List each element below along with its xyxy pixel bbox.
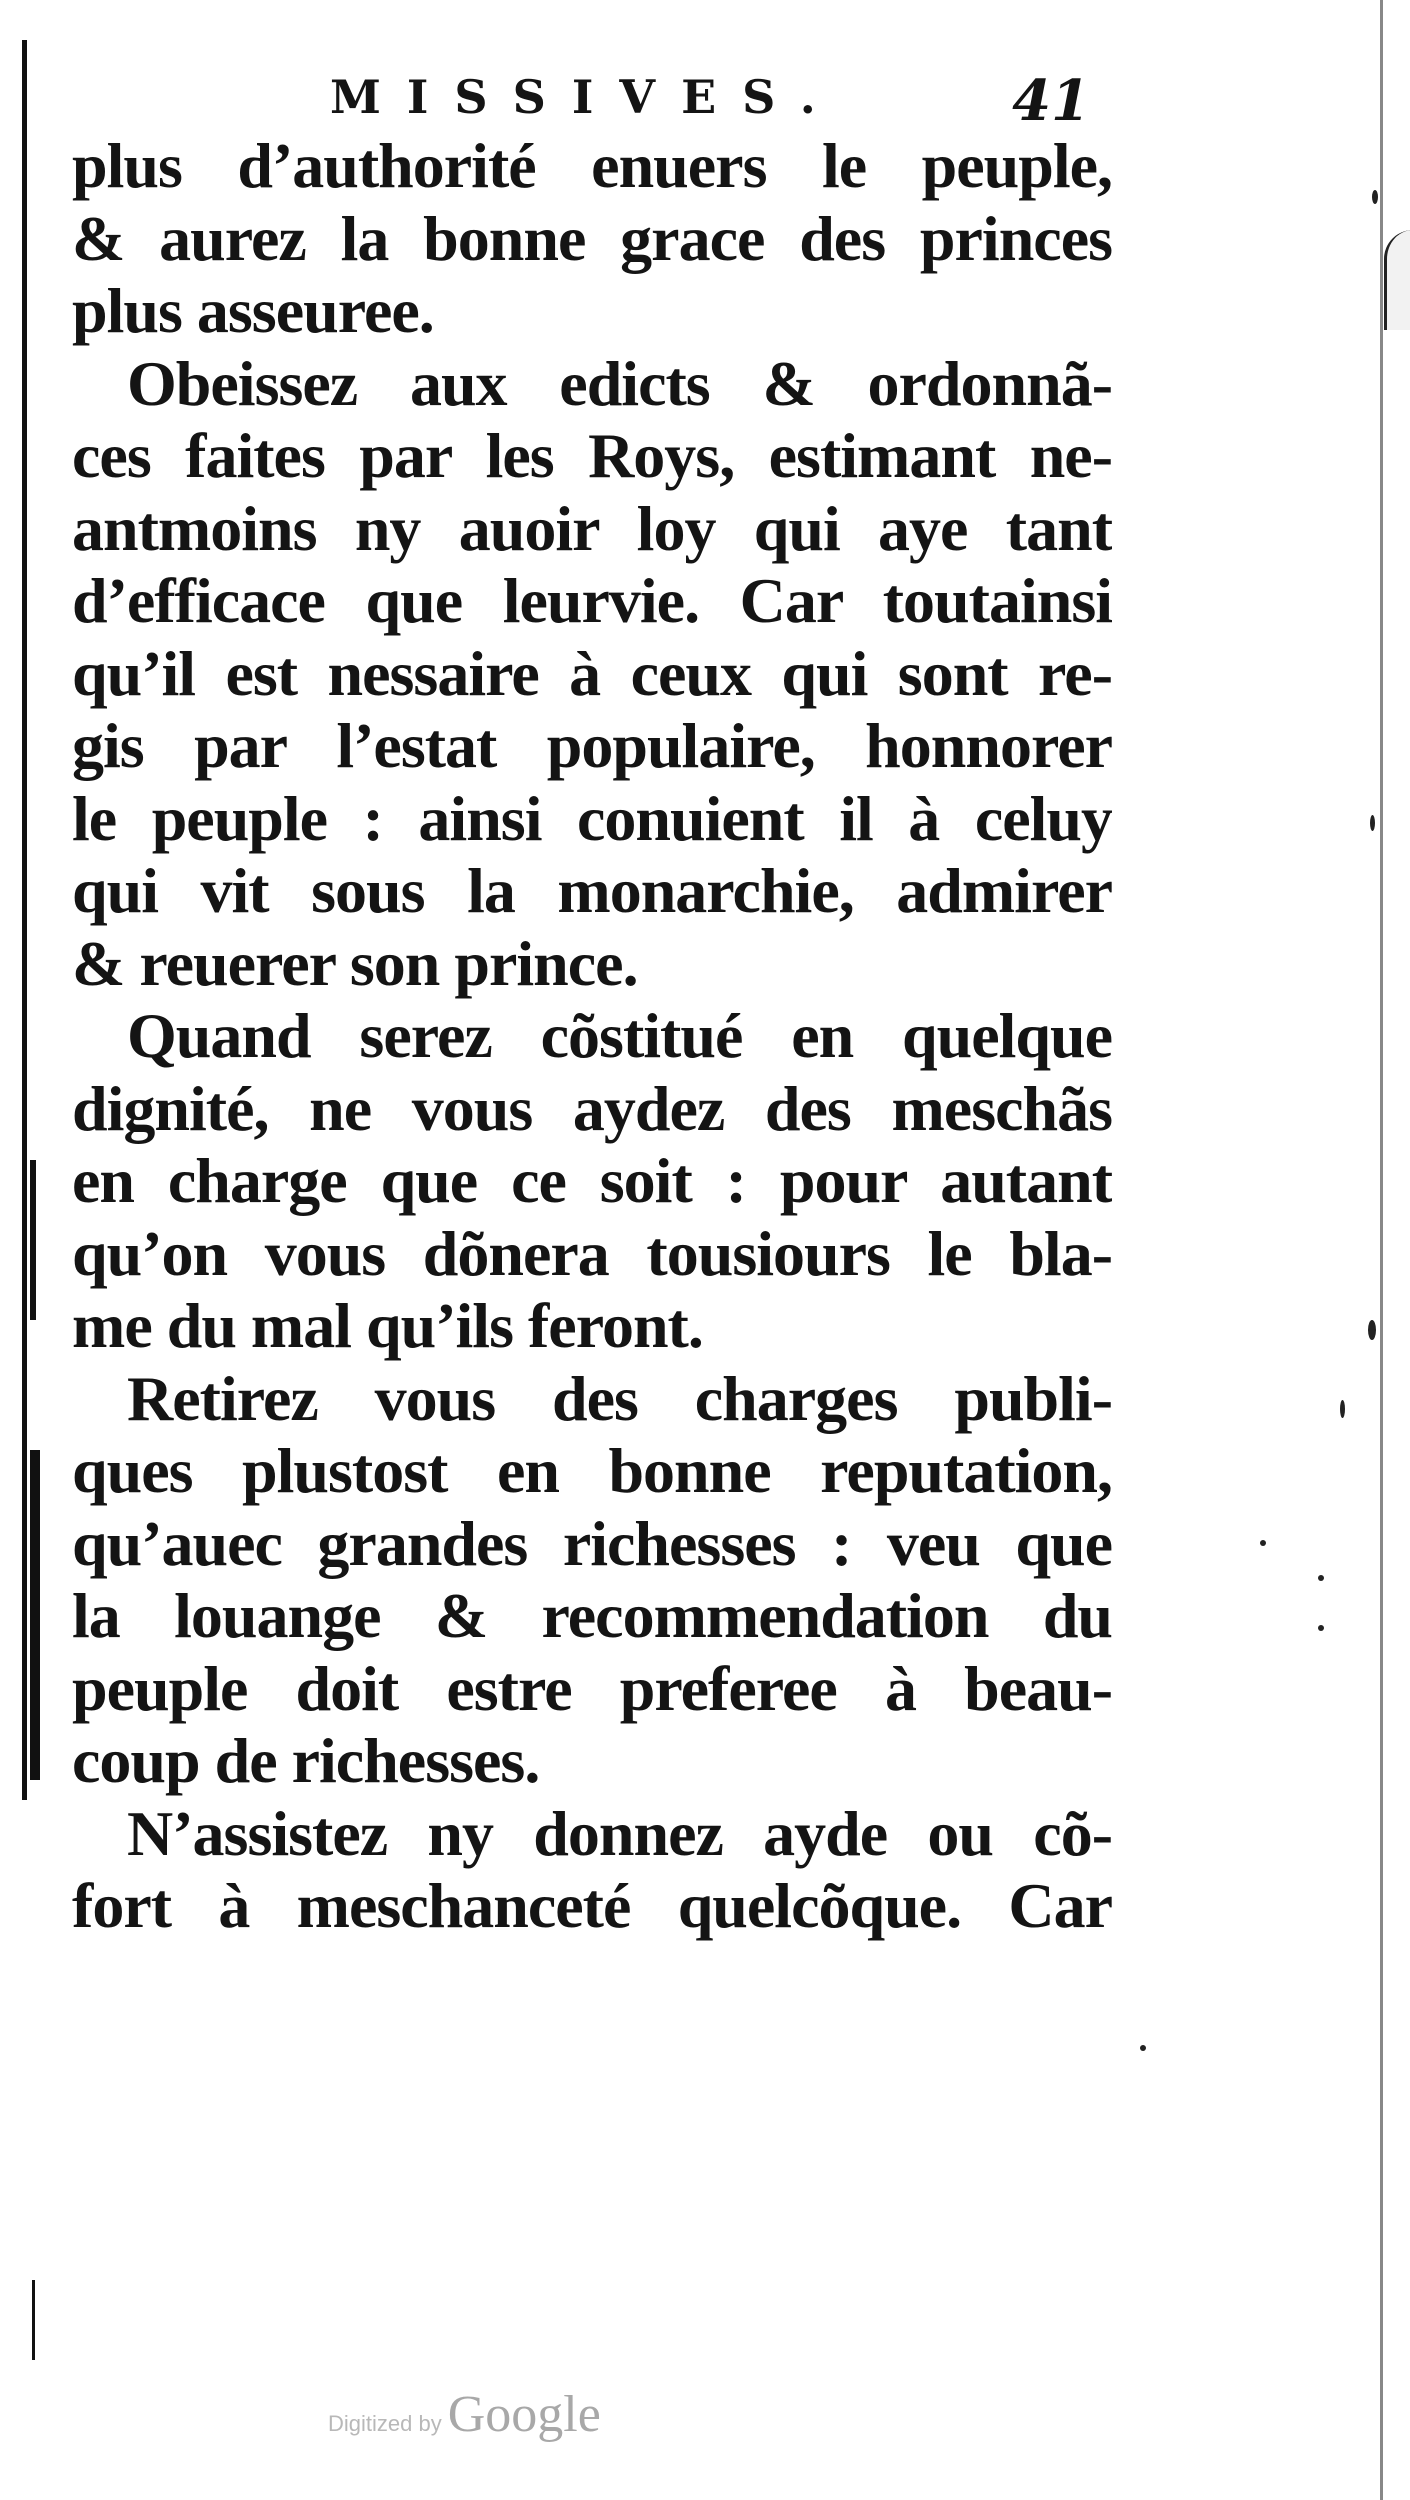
text-line: me du mal qu’ils feront.	[72, 1290, 703, 1361]
text-line: Obeissez aux edicts & ordonnã-	[127, 347, 1112, 419]
text-line: qu’il est nessaire à ceux qui sont re-	[72, 637, 1112, 709]
text-line: Quand serez cõstitué en quelque	[127, 1000, 1112, 1071]
scan-speck	[1340, 1400, 1345, 1418]
page-number: 41	[1012, 68, 1090, 134]
digitized-prefix: Digitized by	[328, 2411, 442, 2436]
text-line: Retirez vous des charges publi-	[127, 1362, 1112, 1434]
text-line: qu’on vous dõnera tousiours le bla-	[72, 1217, 1112, 1289]
text-line: fort à meschanceté quelcõque. Car	[72, 1870, 1112, 1941]
text-line: coup de richesses.	[72, 1725, 540, 1796]
scan-speck	[1372, 190, 1378, 204]
body-text	[72, 130, 1112, 1943]
text-line: en charge que ce soit : pour autant	[72, 1145, 1112, 1216]
text-line: qui vit sous la monarchie, admirer	[72, 855, 1112, 926]
text-line: N’assistez ny donnez ayde ou cõ-	[127, 1797, 1112, 1869]
scan-speck	[1260, 1540, 1266, 1546]
text-line: qu’auec grandes richesses : veu que	[72, 1507, 1112, 1579]
text-line: ques plustost en bonne reputation,	[72, 1435, 1112, 1506]
text-line: ces faites par les Roys, estimant ne-	[72, 420, 1112, 491]
text-line: le peuple : ainsi conuient il à celuy	[72, 782, 1112, 854]
scan-edge-left-mark	[30, 1160, 36, 1320]
text-line: plus d’authorité enuers le peuple,	[72, 130, 1112, 201]
text-line: & reuerer son prince.	[72, 927, 638, 999]
text-line: plus asseuree.	[72, 275, 434, 346]
text-line: dignité, ne vous aydez des meschãs	[72, 1072, 1112, 1144]
digitized-watermark	[328, 2385, 601, 2445]
scan-speck	[1370, 815, 1375, 831]
scan-edge-right	[1380, 0, 1383, 2500]
scan-edge-left-thick	[30, 1450, 40, 1780]
scan-edge-right-curl	[1384, 230, 1410, 330]
scan-edge-left	[22, 40, 27, 1800]
running-head: MISSIVES.	[330, 70, 842, 124]
scan-speck	[1140, 2045, 1146, 2051]
google-logo: Google	[447, 2386, 601, 2443]
text-line: la louange & recommendation du	[72, 1580, 1112, 1651]
scan-speck	[1368, 1320, 1376, 1340]
text-line: d’efficace que leurvie. Car toutainsi	[72, 565, 1112, 636]
text-line: gis par l’estat populaire, honnorer	[72, 710, 1112, 781]
scan-edge-left-bottom	[32, 2280, 35, 2360]
scan-speck	[1318, 1575, 1324, 1581]
text-line: peuple doit estre preferee à beau-	[72, 1652, 1112, 1724]
text-line: & aurez la bonne grace des princes	[72, 202, 1112, 274]
text-line: antmoins ny auoir loy qui aye tant	[72, 492, 1112, 564]
scan-speck	[1318, 1625, 1324, 1631]
